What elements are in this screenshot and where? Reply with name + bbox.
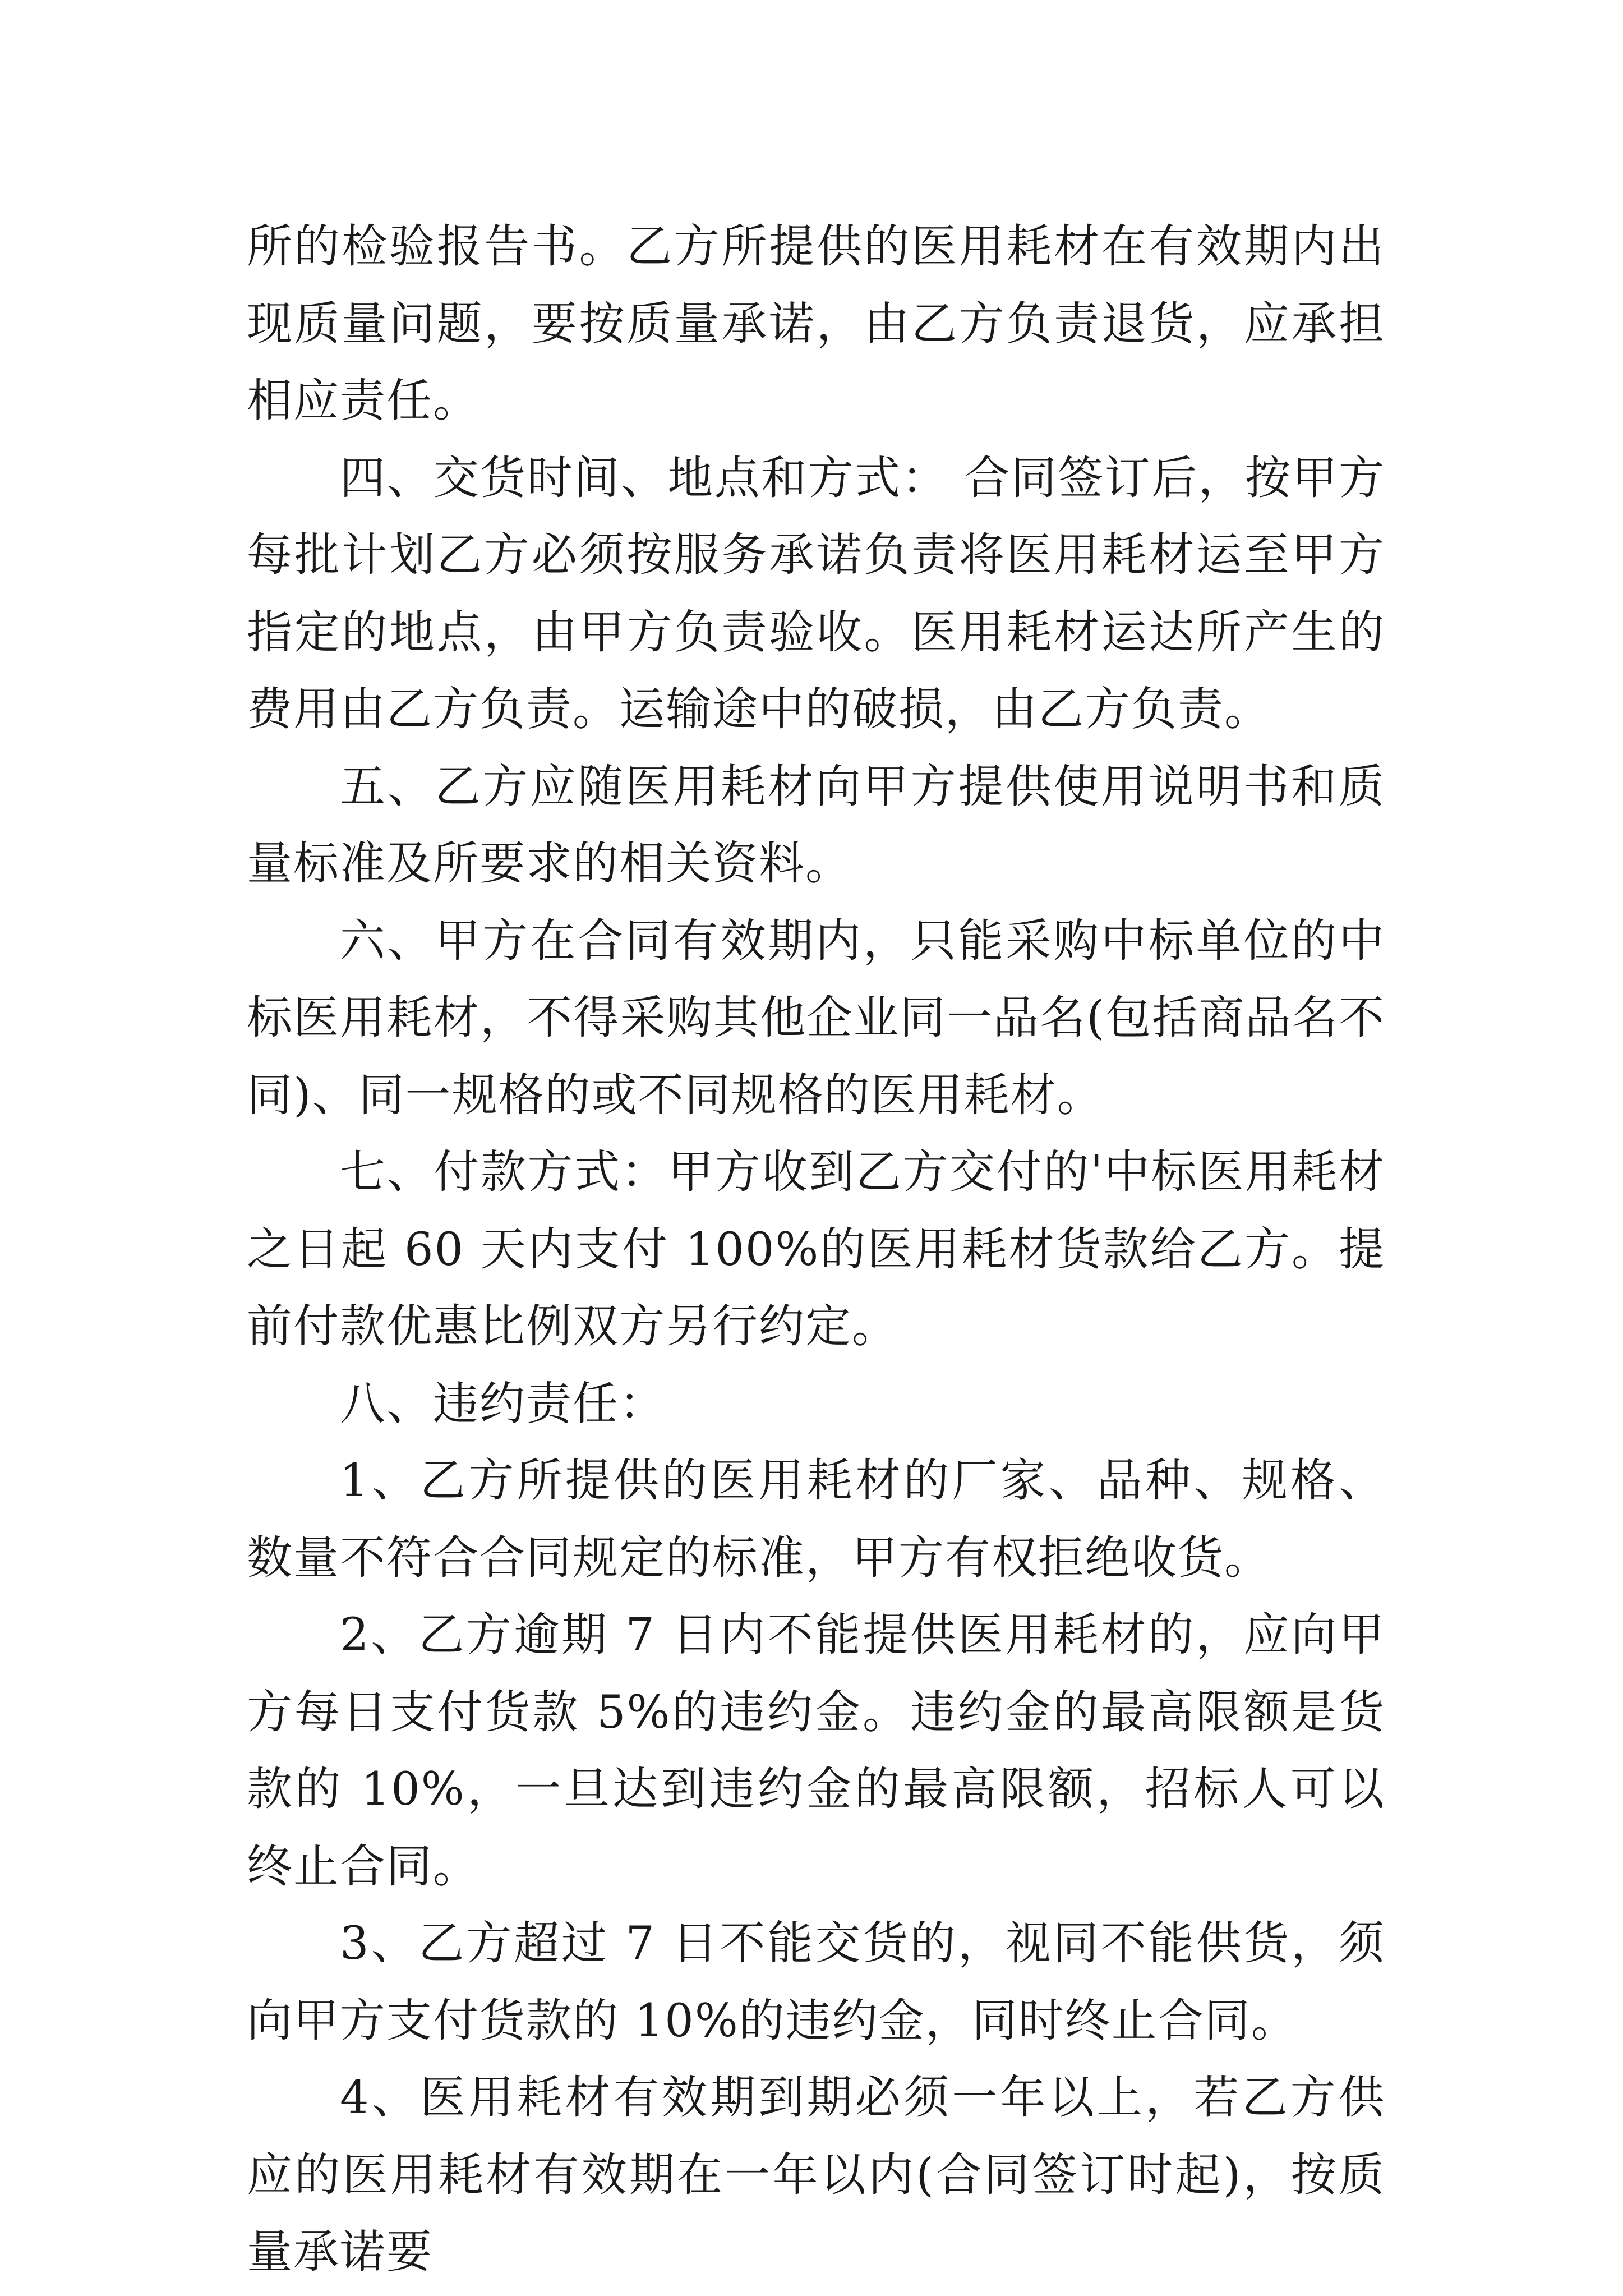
paragraph-breach-item-4: 4、医用耗材有效期到期必须一年以上，若乙方供应的医用耗材有效期在一年以内(合同签订时起)，按质量承诺要 — [247, 2072, 1385, 2279]
paragraph-payment-terms: 七、付款方式：甲方收到乙方交付的'中标医用耗材之日起 60 天内支付 100%的医用耗材货款给乙方。提前付款优惠比例双方另行约定。 — [247, 1146, 1385, 1353]
paragraph-breach-item-3: 3、乙方超过 7 日不能交货的，视同不能供货，须向甲方支付货款的 10%的违约金，同时终止合同。 — [247, 1917, 1385, 2047]
paragraph-breach-item-1: 1、乙方所提供的医用耗材的厂家、品种、规格、数量不符合合同规定的标准，甲方有权拒绝收货。 — [247, 1455, 1385, 1585]
paragraph-delivery-terms: 四、交货时间、地点和方式： 合同签订后，按甲方每批计划乙方必须按服务承诺负责将医用耗材运至甲方指定的地点，由甲方负责验收。医用耗材运达所产生的费用由乙方负责。运输途中的破损，由乙方负责。 — [247, 452, 1385, 736]
paragraph-documentation: 五、乙方应随医用耗材向甲方提供使用说明书和质量标准及所要求的相关资料。 — [247, 760, 1385, 890]
paragraph-quality-continuation: 所的检验报告书。乙方所提供的医用耗材在有效期内出现质量问题，要按质量承诺，由乙方负责退货，应承担相应责任。 — [247, 220, 1385, 427]
heading-breach-liability: 八、违约责任： — [340, 1377, 666, 1430]
paragraph-breach-item-2: 2、乙方逾期 7 日内不能提供医用耗材的，应向甲方每日支付货款 5%的违约金。违约金的最高限额是货款的 10%，一旦达到违约金的最高限额，招标人可以终止合同。 — [247, 1609, 1385, 1893]
paragraph-procurement-restriction: 六、甲方在合同有效期内，只能采购中标单位的中标医用耗材，不得采购其他企业同一品名(包括商品名不同)、同一规格的或不同规格的医用耗材。 — [247, 914, 1385, 1122]
document-body — [247, 209, 1385, 2292]
